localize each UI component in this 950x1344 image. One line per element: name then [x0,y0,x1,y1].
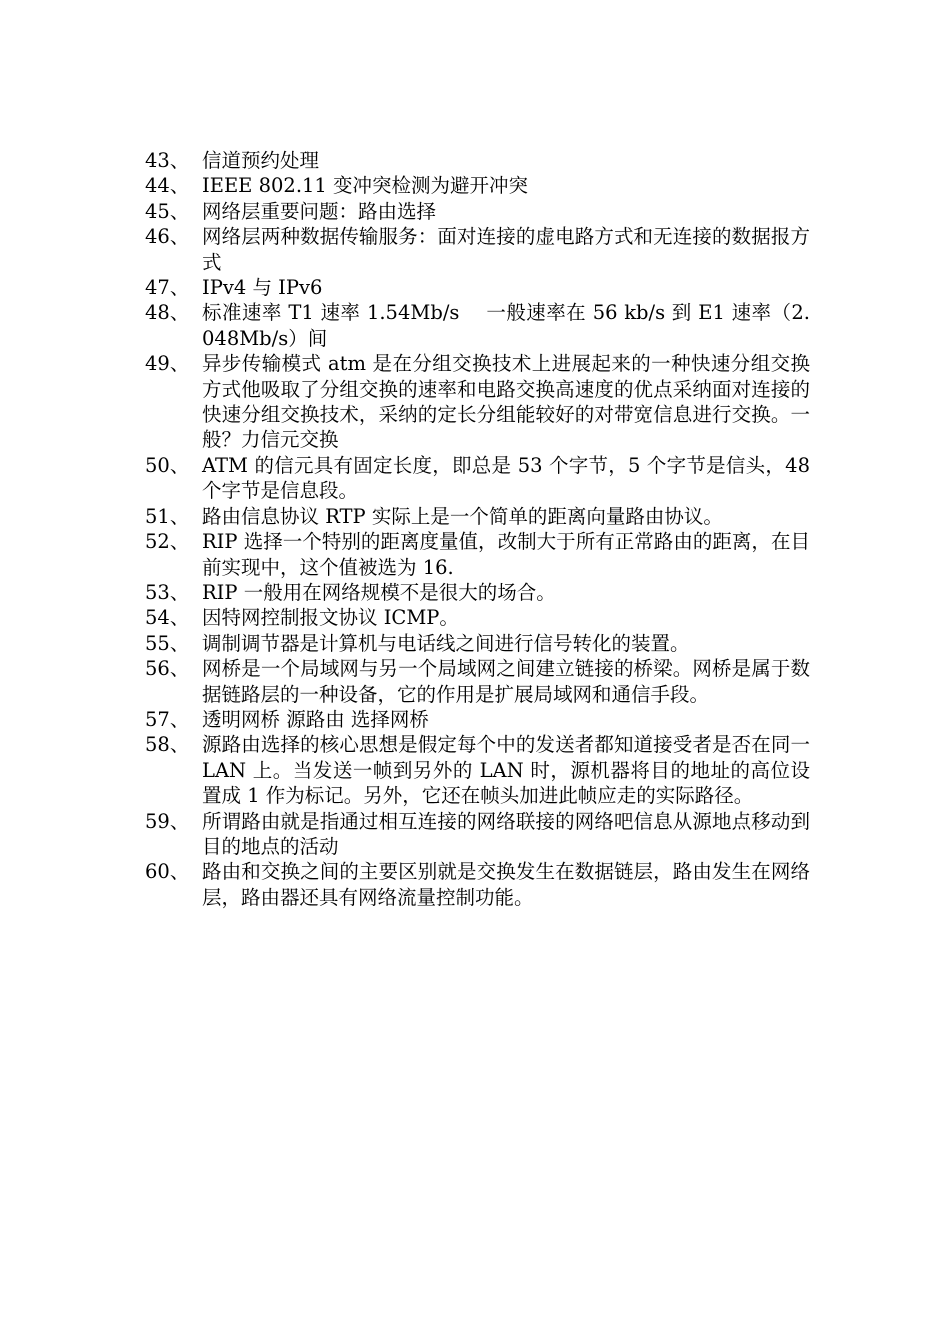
item-text: 网络层两种数据传输服务：面对连接的虚电路方式和无连接的数据报方式 [202,225,810,274]
list-item [145,199,810,224]
numbered-list [145,148,810,910]
item-text: 源路由选择的核心思想是假定每个中的发送者都知道接受者是否在同一 LAN 上。当发送一帧到另外的 LAN 时，源机器将目的地址的高位设置成 1 作为标记。另外，它还在帧头加进此帧应走的实际路径。 [202,733,810,808]
item-text: IPv4 与 IPv6 [202,276,323,300]
item-number: 45、 [145,199,190,223]
list-item [145,300,810,351]
item-text: RIP 一般用在网络规模不是很大的场合。 [202,580,556,604]
list-item [145,529,810,580]
list-item [145,707,810,732]
item-number: 54、 [145,606,190,630]
item-number: 53、 [145,580,190,604]
item-text: 网络层重要问题：路由选择 [202,199,437,223]
item-number: 57、 [145,707,190,731]
item-number: 59、 [145,809,190,833]
list-item [145,351,810,453]
item-number: 50、 [145,453,190,477]
item-number: 56、 [145,657,190,681]
item-text: 路由和交换之间的主要区别就是交换发生在数据链层，路由发生在网络层，路由器还具有网络流量控制功能。 [202,860,810,909]
item-number: 47、 [145,276,190,300]
list-item [145,224,810,275]
item-text: 网桥是一个局域网与另一个局域网之间建立链接的桥梁。网桥是属于数据链路层的一种设备，它的作用是扩展局域网和通信手段。 [202,657,810,706]
item-number: 52、 [145,530,190,554]
item-text: ATM 的信元具有固定长度，即总是 53 个字节，5 个字节是信头，48 个字节是信息段。 [202,453,810,503]
item-text: 信道预约处理 [202,149,320,172]
list-item [145,631,810,656]
item-text: 异步传输模式 atm 是在分组交换技术上进展起来的一种快速分组交换方式他吸取了分组交换的速率和电路交换高速度的优点采纳面对连接的快速分组交换技术，采纳的定长分组能较好的对带宽信息进行交换。一般？力信元交换 [202,352,810,452]
list-item [145,859,810,910]
list-item [145,275,810,300]
item-number: 43、 [145,149,190,172]
item-number: 49、 [145,352,190,376]
item-text: 因特网控制报文协议 ICMP。 [202,606,459,630]
item-text: RIP 选择一个特别的距离度量值，改制大于所有正常路由的距离，在目前实现中，这个值被选为 16. [202,530,810,579]
item-text: 路由信息协议 RTP 实际上是一个简单的距离向量路由协议。 [202,504,723,528]
list-item [145,504,810,529]
item-number: 60、 [145,860,190,884]
list-item [145,148,810,173]
list-item [145,173,810,198]
item-number: 46、 [145,225,190,249]
item-number: 51、 [145,504,190,528]
item-number: 44、 [145,174,190,198]
item-text: 所谓路由就是指通过相互连接的网络联接的网络吧信息从源地点移动到目的地点的活动 [202,809,810,858]
item-text: IEEE 802.11 变冲突检测为避开冲突 [202,174,529,198]
item-number: 58、 [145,733,190,757]
list-item [145,809,810,860]
item-text: 调制调节器是计算机与电话线之间进行信号转化的装置。 [202,631,690,655]
item-text: 标准速率 T1 速率 1.54Mb/s 一般速率在 56 kb/s 到 E1 速率（2.048Mb/s）间 [202,301,810,350]
item-number: 55、 [145,631,190,655]
item-number: 48、 [145,301,190,325]
list-item [145,732,810,808]
list-item [145,453,810,504]
list-item [145,580,810,605]
list-item [145,656,810,707]
list-item [145,605,810,630]
item-text: 透明网桥 源路由 选择网桥 [202,707,429,731]
